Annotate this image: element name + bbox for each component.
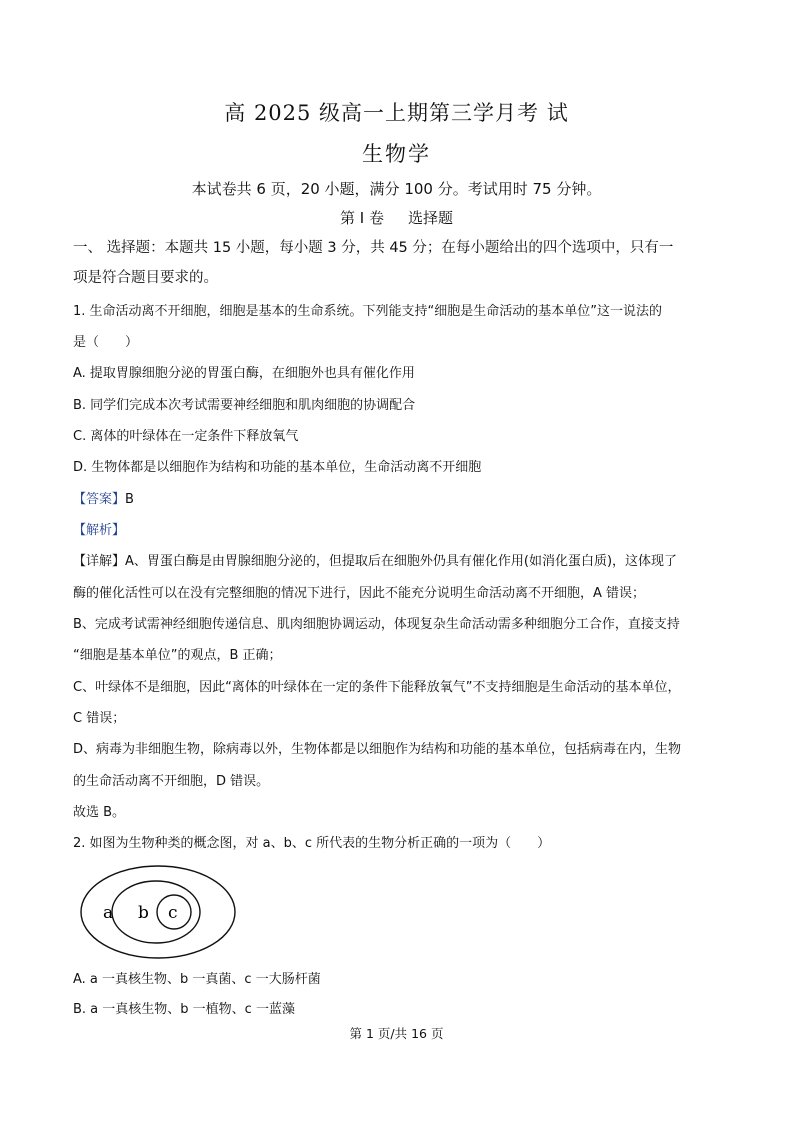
detail-label: 【详解】 <box>73 554 126 569</box>
q1-detail-line-9: 故选 B。 <box>73 805 126 820</box>
q1-option-c: C. 离体的叶绿体在一定条件下释放氧气 <box>73 429 299 444</box>
q1-detail-line-3: B、完成考试需神经细胞传递信息、肌肉细胞协调运动，体现复杂生命活动需多种细胞分工合作，直接支持 <box>73 617 680 632</box>
page-number: 第 1 页/共 16 页 <box>349 1026 444 1041</box>
q1-detail-line-7: D、病毒为非细胞生物，除病毒以外，生物体都是以细胞作为结构和功能的基本单位，包括病毒在内，生物 <box>73 742 682 757</box>
q1-detail-line-5: C、叶绿体不是细胞，因此“离体的叶绿体在一定的条件下能释放氧气”不支持细胞是生命活动的基本单位， <box>73 680 681 695</box>
label-a: a <box>103 903 114 923</box>
ellipse-b <box>112 881 200 943</box>
exam-info: 本试卷共 6 页，20 小题，满分 100 分。考试用时 75 分钟。 <box>191 180 602 198</box>
q2-option-b: B. a 一真核生物、b 一植物、c 一蓝藻 <box>73 1002 295 1017</box>
analysis-label: 【解析】 <box>73 523 126 538</box>
q1-option-a: A. 提取胃腺细胞分泌的胃蛋白酶，在细胞外也具有催化作用 <box>73 366 415 381</box>
q1-detail-line-2: 酶的催化活性可以在没有完整细胞的情况下进行，因此不能充分说明生命活动离不开细胞，A 错误； <box>73 586 646 601</box>
q2-option-a: A. a 一真核生物、b 一真菌、c 一大肠杆菌 <box>73 972 321 987</box>
q1-option-d: D. 生物体都是以细胞作为结构和功能的基本单位，生命活动离不开细胞 <box>73 460 482 475</box>
label-c: c <box>168 903 178 923</box>
q1-stem-line-2: 是（ ） <box>73 335 139 350</box>
q1-detail-line-4: “细胞是基本单位”的观点，B 正确； <box>73 648 282 663</box>
q1-option-b: B. 同学们完成本次考试需要神经细胞和肌肉细胞的协调配合 <box>73 398 416 413</box>
q1-detail-line-1: 【详解】A、胃蛋白酶是由胃腺细胞分泌的，但提取后在细胞外仍具有催化作用(如消化蛋白质)，这体现了 <box>73 554 678 569</box>
nested-ellipse-diagram <box>78 862 238 962</box>
instructions-line-2: 项是符合题目要求的。 <box>73 270 218 286</box>
label-b: b <box>138 903 149 923</box>
section-volume: 第 I 卷 <box>340 209 384 227</box>
instructions-line-1: 一、 选择题：本题共 15 小题，每小题 3 分，共 45 分；在每小题给出的四个选项中，只有一 <box>73 240 674 256</box>
q1-stem-line-1: 1. 生命活动离不开细胞，细胞是基本的生命系统。下列能支持“细胞是生命活动的基本单位”这一说法的 <box>73 304 663 319</box>
exam-title: 高 2025 级高一上期第三学月考 试 <box>224 101 569 125</box>
q1-detail-line-8: 的生命活动离不开细胞，D 错误。 <box>73 774 270 789</box>
exam-subject: 生物学 <box>362 142 431 166</box>
answer-value: B <box>125 492 134 507</box>
section-heading <box>0 207 793 228</box>
section-type: 选择题 <box>407 209 453 227</box>
answer-label: 【答案】 <box>73 492 126 507</box>
q1-answer <box>73 490 723 510</box>
q1-detail-line-6: C 错误； <box>73 711 126 726</box>
q2-stem: 2. 如图为生物种类的概念图，对 a、b、c 所代表的生物分析正确的一项为（ ） <box>73 836 551 851</box>
